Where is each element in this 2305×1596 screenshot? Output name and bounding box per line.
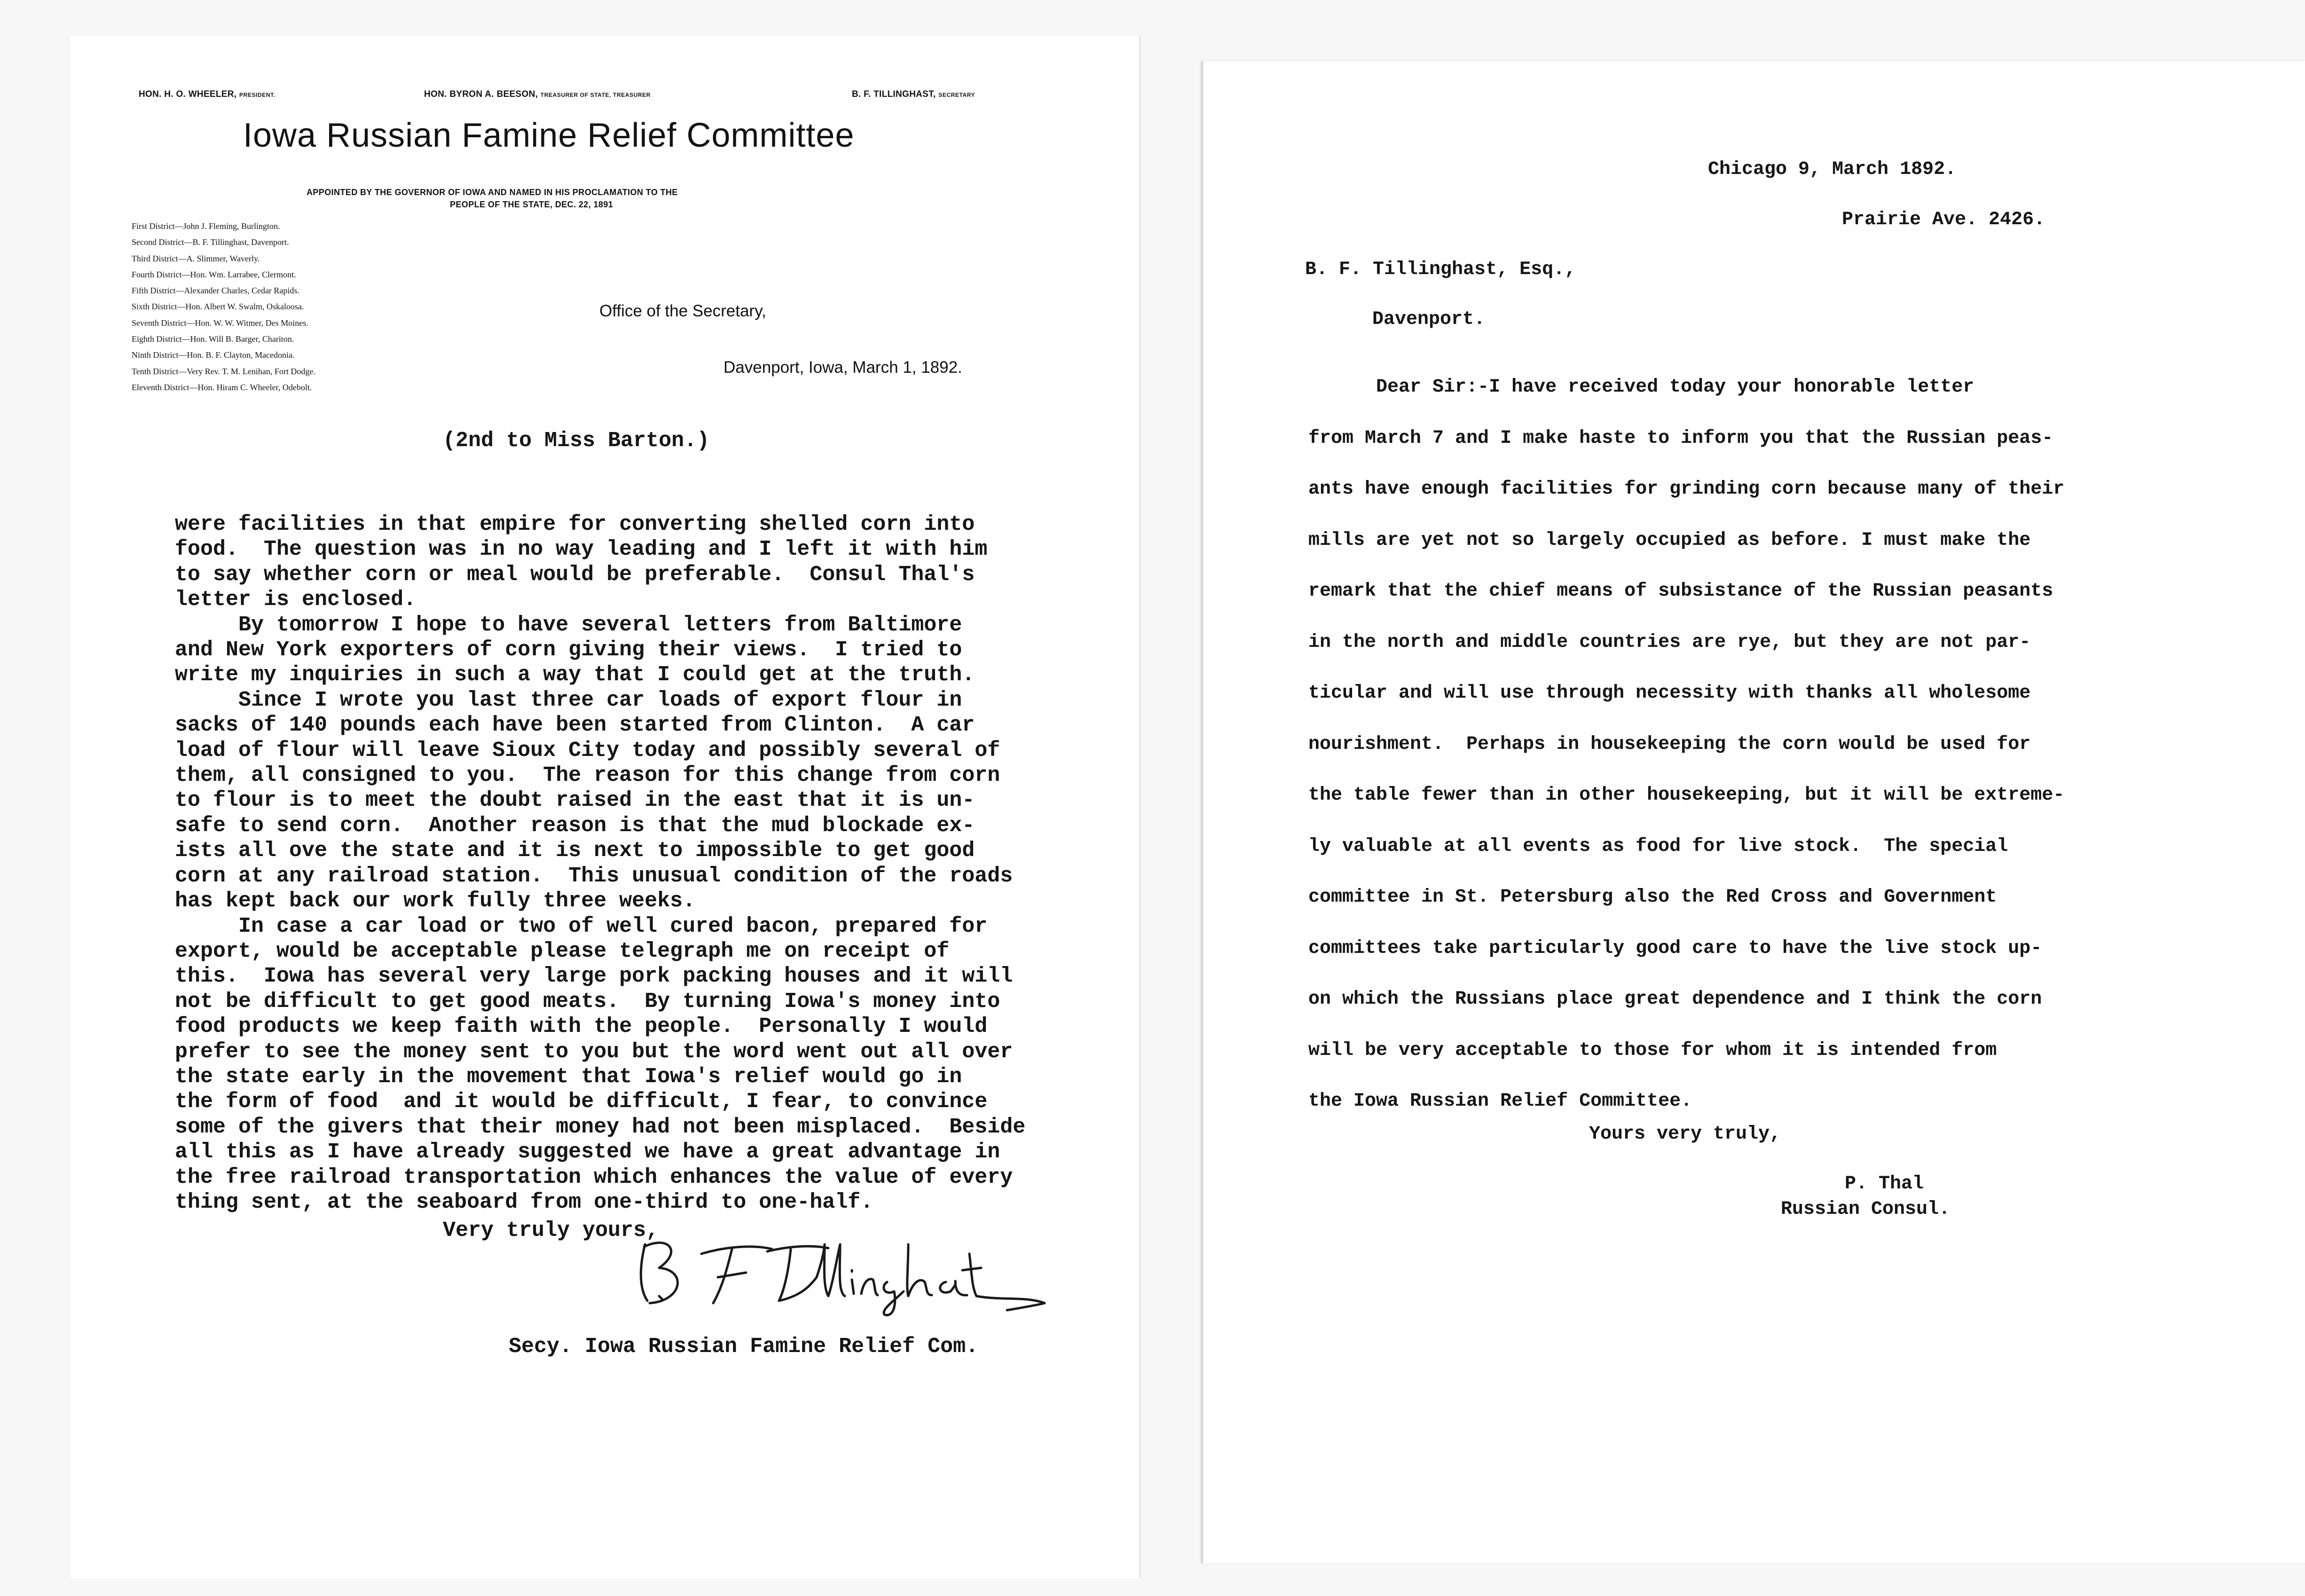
letterhead-title: Iowa Russian Famine Relief Committee bbox=[243, 117, 855, 154]
body-line: were facilities in that empire for converting shelled corn into bbox=[175, 512, 975, 536]
district-item: Seventh District—Hon. W. W. Witmer, Des Moines. bbox=[132, 318, 308, 328]
dateline: Chicago 9, March 1892. bbox=[1708, 159, 1957, 180]
body-line: Since I wrote you last three car loads of export flour in bbox=[175, 688, 962, 712]
body-line: not be difficult to get good meats. By turning Iowa's money into bbox=[175, 989, 1000, 1014]
officer-treasurer-role: TREASURER OF STATE, TREASURER bbox=[540, 92, 651, 98]
appointment-line-2: PEOPLE OF THE STATE, DEC. 22, 1891 bbox=[450, 200, 614, 209]
body-line: corn at any railroad station. This unusual condition of the roads bbox=[175, 864, 1013, 888]
body-line: nourishment. Perhaps in housekeeping the corn would be used for bbox=[1308, 733, 2031, 755]
officer-president-name: HON. H. O. WHEELER, bbox=[139, 89, 237, 99]
body-line: the form of food and it would be difficult, I fear, to convince bbox=[175, 1090, 988, 1114]
body-line: export, would be acceptable please telegraph me on receipt of bbox=[175, 939, 950, 963]
district-item: Second District—B. F. Tillinghast, Davenport. bbox=[132, 237, 289, 247]
office-of-secretary: Office of the Secretary, bbox=[599, 302, 766, 320]
recipient: B. F. Tillinghast, Esq., bbox=[1305, 259, 1576, 280]
body-line: food products we keep faith with the people. Personally I would bbox=[175, 1014, 988, 1039]
recipient-city: Davenport. bbox=[1372, 309, 1486, 330]
body-line: the table fewer than in other housekeeping, but it will be extreme- bbox=[1308, 785, 2065, 806]
body-line: on which the Russians place great dependence and I think the corn bbox=[1308, 989, 2042, 1010]
body-line: all this as I have already suggested we have a great advantage in bbox=[175, 1140, 1000, 1164]
left-letter-body bbox=[175, 512, 1139, 1215]
body-line: ists all ove the state and it is next to impossible to get good bbox=[175, 839, 975, 863]
signer-name: P. Thal bbox=[1845, 1173, 1924, 1195]
body-line: mills are yet not so largely occupied as before. I must make the bbox=[1308, 529, 2031, 551]
appointment-line-1: APPOINTED BY THE GOVERNOR OF IOWA AND NAMED IN HIS PROCLAMATION TO THE bbox=[307, 188, 678, 197]
body-line: load of flour will leave Sioux City today and possibly several of bbox=[175, 738, 1000, 763]
officer-treasurer bbox=[424, 89, 651, 100]
body-line: to say whether corn or meal would be preferable. Consul Thal's bbox=[175, 562, 975, 587]
district-item: First District—John J. Fleming, Burlington. bbox=[132, 221, 280, 231]
right-letter-page bbox=[1202, 61, 2305, 1563]
body-line: in the north and middle countries are rye, but they are not par- bbox=[1308, 631, 2031, 653]
body-line: the state early in the movement that Iowa's relief would go in bbox=[175, 1064, 962, 1089]
district-item: Fifth District—Alexander Charles, Cedar Rapids. bbox=[132, 286, 299, 296]
body-line: write my inquiries in such a way that I could get at the truth. bbox=[175, 663, 975, 687]
body-line: In case a car load or two of well cured bacon, prepared for bbox=[175, 914, 988, 938]
officer-secretary bbox=[852, 89, 975, 100]
left-letter-page bbox=[69, 36, 1140, 1578]
body-line: from March 7 and I make haste to inform you that the Russian peas- bbox=[1308, 427, 2053, 449]
officer-president-role: PRESIDENT. bbox=[239, 92, 275, 98]
body-line: prefer to see the money sent to you but the word went out all over bbox=[175, 1039, 1013, 1064]
district-item: Tenth District—Very Rev. T. M. Lenihan, Fort Dodge. bbox=[132, 366, 315, 376]
district-item: Eleventh District—Hon. Hiram C. Wheeler, Odebolt. bbox=[132, 382, 312, 392]
signature-title: Secy. Iowa Russian Famine Relief Com. bbox=[509, 1335, 979, 1359]
district-item: Eighth District—Hon. Will B. Barger, Chariton. bbox=[132, 334, 294, 344]
body-line: sacks of 140 pounds each have been started from Clinton. A car bbox=[175, 713, 975, 738]
body-line: By tomorrow I hope to have several letters from Baltimore bbox=[175, 613, 962, 637]
body-line: to flour is to meet the doubt raised in the east that it is un- bbox=[175, 788, 975, 813]
body-line: committee in St. Petersburg also the Red Cross and Government bbox=[1308, 887, 1997, 908]
handwritten-signature bbox=[631, 1226, 1054, 1320]
body-line: thing sent, at the seaboard from one-third to one-half. bbox=[175, 1190, 873, 1214]
body-line: remark that the chief means of subsistance of the Russian peasants bbox=[1308, 581, 2053, 602]
place-and-date: Davenport, Iowa, March 1, 1892. bbox=[724, 358, 962, 377]
body-line: food. The question was in no way leading and I left it with him bbox=[175, 537, 988, 562]
body-line: them, all consigned to you. The reason for this change from corn bbox=[175, 763, 1000, 788]
body-line: will be very acceptable to those for whom it is intended from bbox=[1308, 1039, 1997, 1061]
body-line: letter is enclosed. bbox=[175, 588, 417, 612]
closing: Very truly yours, bbox=[443, 1219, 659, 1242]
address-line: Prairie Ave. 2426. bbox=[1842, 209, 2045, 230]
body-line: has kept back our work fully three weeks. bbox=[175, 889, 696, 913]
body-line: Dear Sir:-I have received today your honorable letter bbox=[1308, 377, 1975, 398]
body-line: this. Iowa has several very large pork packing houses and it will bbox=[175, 964, 1013, 989]
closing: Yours very truly, bbox=[1589, 1124, 1781, 1145]
district-item: Third District—A. Slimmer, Waverly. bbox=[132, 253, 260, 263]
body-line: committees take particularly good care to have the live stock up- bbox=[1308, 937, 2042, 959]
signer-title: Russian Consul. bbox=[1781, 1199, 1951, 1220]
right-letter-body bbox=[1308, 362, 2286, 1127]
body-line: ly valuable at all events as food for live stock. The special bbox=[1308, 835, 2008, 857]
district-item: Sixth District—Hon. Albert W. Swalm, Oskaloosa. bbox=[132, 302, 304, 312]
body-line: the Iowa Russian Relief Committee. bbox=[1308, 1091, 1692, 1112]
officer-secretary-name: B. F. TILLINGHAST, bbox=[852, 89, 936, 99]
body-line: some of the givers that their money had not been misplaced. Beside bbox=[175, 1115, 1026, 1139]
body-line: the free railroad transportation which enhances the value of every bbox=[175, 1165, 1013, 1189]
officer-treasurer-name: HON. BYRON A. BEESON, bbox=[424, 89, 538, 99]
page-note: (2nd to Miss Barton.) bbox=[443, 429, 710, 453]
body-line: ants have enough facilities for grinding corn because many of their bbox=[1308, 479, 2065, 500]
officer-secretary-role: SECRETARY bbox=[938, 92, 975, 98]
district-list bbox=[132, 218, 315, 395]
district-item: Fourth District—Hon. Wm. Larrabee, Clermont. bbox=[132, 269, 296, 279]
body-line: and New York exporters of corn giving their views. I tried to bbox=[175, 638, 962, 662]
body-line: ticular and will use through necessity with thanks all wholesome bbox=[1308, 683, 2031, 704]
officer-president bbox=[139, 89, 275, 100]
body-line: safe to send corn. Another reason is that the mud blockade ex- bbox=[175, 813, 975, 838]
district-item: Ninth District—Hon. B. F. Clayton, Macedonia. bbox=[132, 350, 295, 360]
